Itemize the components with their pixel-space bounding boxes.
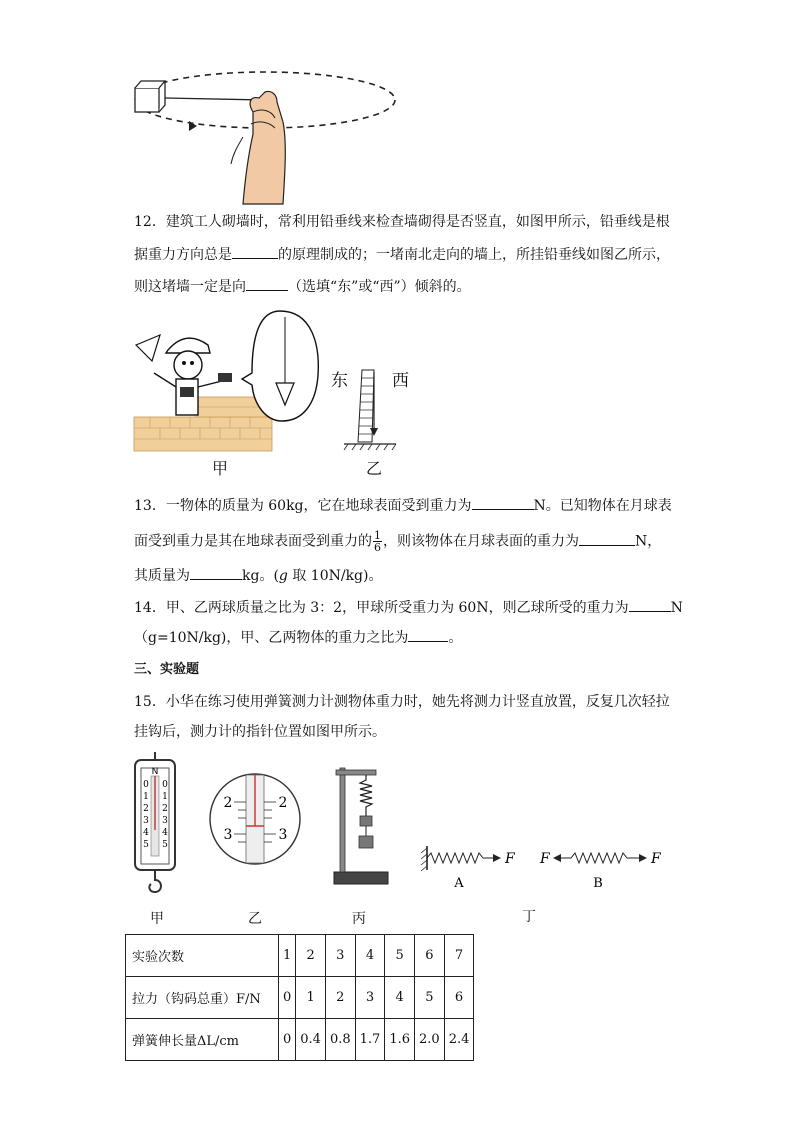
q14-line-1 <box>134 597 683 618</box>
table-cell: 1 <box>296 977 326 1019</box>
force-f-a: F <box>505 851 515 867</box>
table-cell: 0 <box>279 1019 296 1061</box>
q12-blank-2[interactable] <box>246 276 288 291</box>
q14-blank-1[interactable] <box>629 597 671 612</box>
q15-line-2: 挂钩后，测力计的指针位置如图甲所示。 <box>134 724 386 740</box>
table-cell: 2.4 <box>444 1019 474 1061</box>
q13-text: 13．一物体的质量为 60kg，它在地球表面受到重力为 <box>134 498 472 514</box>
figure-label-yi: 乙 <box>248 911 262 927</box>
q13-text: 取 10N/kg)。 <box>287 568 383 584</box>
q12-blank-1[interactable] <box>232 244 278 259</box>
zoom-tick-right: 3 <box>278 827 288 843</box>
table-cell: 2 <box>296 935 326 977</box>
east-label: 东 <box>331 371 348 391</box>
table-cell: 2.0 <box>415 1019 445 1061</box>
q14-text: N <box>670 600 683 616</box>
q13-line-2 <box>134 530 661 553</box>
table-cell: 0.8 <box>325 1019 355 1061</box>
table-cell: 0 <box>279 977 296 1019</box>
figure-label-jia: 甲 <box>150 911 164 927</box>
q13-text: 其质量为 <box>134 568 190 584</box>
fraction-numerator: 1 <box>374 529 381 542</box>
west-label: 西 <box>392 371 409 391</box>
q12-line-2 <box>134 244 670 265</box>
table-cell: 7 <box>444 935 474 977</box>
q12-text: （选填“东”或“西”）倾斜的。 <box>288 279 471 295</box>
spring-scale-figure <box>132 752 178 902</box>
zoom-tick-right: 2 <box>278 795 288 811</box>
scale-unit: N <box>151 767 159 777</box>
scale-tick-left: 4 <box>143 828 149 838</box>
leaning-wall-figure <box>340 360 400 455</box>
scale-tick-left: 1 <box>143 792 149 802</box>
q14-text: （g=10N/kg)，甲、乙两物体的重力之比为 <box>134 630 409 646</box>
q13-text: N。已知物体在月球表 <box>533 498 672 514</box>
zoom-tick-left: 2 <box>223 795 233 811</box>
q12-text: 的原理制成的；一堵南北走向的墙上，所挂铅垂线如图乙所示， <box>278 247 670 263</box>
q14-text: 14．甲、乙两球质量之比为 3：2，甲球所受重力为 60N，则乙球所受的重力为 <box>134 600 629 616</box>
zoomed-scale-figure <box>208 772 302 866</box>
q13-blank-3[interactable] <box>190 565 242 580</box>
spring-stand-figure <box>330 764 390 888</box>
experiment-table <box>125 934 474 1061</box>
spring-label-b: B <box>593 876 603 891</box>
table-row <box>126 935 474 977</box>
spring-ab-figure <box>415 840 675 895</box>
figure-label-yi: 乙 <box>366 459 383 478</box>
figure-label-jia: 甲 <box>212 459 229 478</box>
q14-text: 。 <box>448 630 463 646</box>
q13-text: N， <box>635 533 662 550</box>
scale-tick-left: 3 <box>143 816 149 826</box>
section-heading: 三、实验题 <box>134 662 200 677</box>
scale-tick-left: 5 <box>143 840 149 850</box>
table-cell: 1 <box>279 935 296 977</box>
spring-label-a: A <box>454 876 464 891</box>
table-row-header: 拉力（钩码总重）F/N <box>126 977 279 1019</box>
table-cell: 4 <box>355 935 385 977</box>
scale-tick-left: 0 <box>143 780 149 790</box>
scale-tick-left: 2 <box>143 804 149 814</box>
figure-label-ding: 丁 <box>522 909 536 925</box>
fraction-denominator: 6 <box>374 541 381 554</box>
q13-text: kg。( <box>242 568 279 584</box>
circular-motion-figure <box>125 62 405 207</box>
q14-blank-2[interactable] <box>408 627 448 642</box>
table-row-header: 实验次数 <box>126 935 279 977</box>
q12-text: 则这堵墙一定是向 <box>134 279 246 295</box>
table-cell: 6 <box>444 977 474 1019</box>
q12-line-1: 12．建筑工人砌墙时，常利用铅垂线来检查墙砌得是否竖直，如图甲所示，铅垂线是根 <box>134 214 670 230</box>
q13-line-3 <box>134 565 382 586</box>
table-cell: 0.4 <box>296 1019 326 1061</box>
scale-tick-right: 5 <box>162 840 168 850</box>
figure-label-bing: 丙 <box>352 911 366 927</box>
table-row <box>126 977 474 1019</box>
table-cell: 3 <box>355 977 385 1019</box>
scale-tick-right: 0 <box>162 780 168 790</box>
table-row <box>126 1019 474 1061</box>
fraction-one-sixth <box>373 530 382 553</box>
scale-tick-right: 4 <box>162 828 168 838</box>
q13-blank-1[interactable] <box>472 495 534 510</box>
q15-line-1: 15．小华在练习使用弹簧测力计测物体重力时，她先将测力计竖直放置，反复几次轻拉 <box>134 694 670 710</box>
force-f-b-right: F <box>651 851 661 867</box>
q13-blank-2[interactable] <box>579 531 635 546</box>
scale-tick-right: 3 <box>162 816 168 826</box>
scale-tick-right: 2 <box>162 804 168 814</box>
q14-line-2 <box>134 627 462 648</box>
table-cell: 1.6 <box>385 1019 415 1061</box>
q13-text: ，则该物体在月球表面的重力为 <box>383 533 579 550</box>
q12-line-3 <box>134 276 471 297</box>
table-cell: 5 <box>385 935 415 977</box>
table-cell: 3 <box>325 935 355 977</box>
force-f-b-left: F <box>540 851 550 867</box>
scale-tick-right: 1 <box>162 792 168 802</box>
zoom-tick-left: 3 <box>223 827 233 843</box>
table-cell: 2 <box>325 977 355 1019</box>
q13-line-1 <box>134 495 672 516</box>
q13-text: 面受到重力是其在地球表面受到重力的 <box>134 533 372 550</box>
table-row-header: 弹簧伸长量ΔL/cm <box>126 1019 279 1061</box>
table-cell: 5 <box>415 977 445 1019</box>
q13-g-symbol: g <box>278 568 288 584</box>
q12-text: 据重力方向总是 <box>134 247 232 263</box>
worker-plumb-figure <box>130 305 325 455</box>
table-cell: 1.7 <box>355 1019 385 1061</box>
table-cell: 4 <box>385 977 415 1019</box>
table-cell: 6 <box>415 935 445 977</box>
